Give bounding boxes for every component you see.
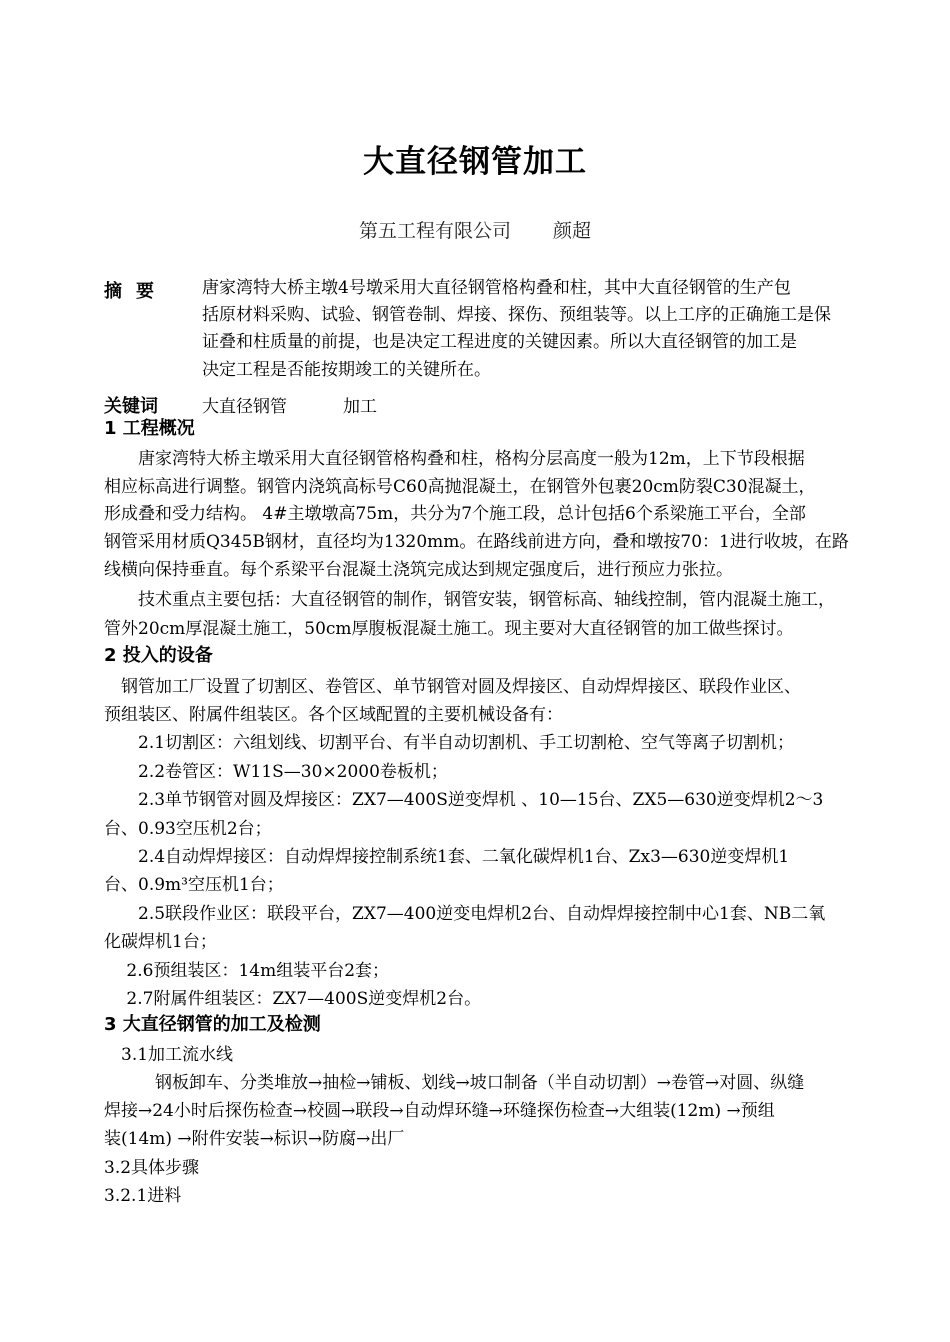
body-line: 预组装区、附属件组装区。各个区域配置的主要机械设备有： [104,705,563,725]
author-name: 颜超 [553,220,592,242]
abstract-line: 唐家湾特大桥主墩4号墩采用大直径钢管格构叠和柱，其中大直径钢管的生产包 [202,278,791,298]
body-line: 2.7附属件组装区：ZX7—400S逆变焊机2台。 [104,989,482,1009]
body-line: 3.2具体步骤 [104,1158,200,1178]
section-heading: 2 投入的设备 [104,645,213,666]
body-line: 2.2卷管区：W11S—30×2000卷板机； [104,762,448,782]
body-line: 化碳焊机1台； [104,932,217,952]
body-line: 管外20cm厚混凝土施工，50cm厚腹板混凝土施工。现主要对大直径钢管的加工做些探讨。 [104,619,794,639]
body-line: 相应标高进行调整。钢管内浇筑高标号C60高抛混凝土，在钢管外包裹20cm防裂C30混凝土， [104,477,816,497]
body-line: 装(14m) →附件安装→标识→防腐→出厂 [104,1129,405,1149]
keywords-label: 关键词 [104,396,158,417]
body-line: 钢管加工厂设置了切割区、卷管区、单节钢管对圆及焊接区、自动焊焊接区、联段作业区、 [104,677,801,697]
abstract-line: 证叠和柱质量的前提，也是决定工程进度的关键因素。所以大直径钢管的加工是 [202,332,797,352]
body-line: 台、0.93空压机2台； [104,819,272,839]
author-line [0,216,950,243]
body-line: 形成叠和受力结构。 4#主墩墩高75m，共分为7个施工段，总计包括6个系梁施工平台，全部 [104,504,806,524]
keyword: 大直径钢管 [202,397,287,417]
body-line: 2.1切割区：六组划线、切割平台、有半自动切割机、手工切割枪、空气等离子切割机； [104,733,795,753]
body-line: 2.4自动焊焊接区：自动焊焊接控制系统1套、二氧化碳焊机1台、Zx3—630逆变焊机1 [104,847,790,867]
company-name: 第五工程有限公司 [358,220,511,242]
body-line: 台、0.9m³空压机1台； [104,875,284,895]
abstract-line: 决定工程是否能按期竣工的关键所在。 [202,360,491,380]
body-line: 钢板卸车、分类堆放→抽检→铺板、划线→坡口制备（半自动切割）→卷管→对圆、纵缝 [104,1073,805,1093]
body-line: 线横向保持垂直。每个系梁平台混凝土浇筑完成达到规定强度后，进行预应力张拉。 [104,560,733,580]
body-line: 焊接→24小时后探伤检查→校圆→联段→自动焊环缝→环缝探伤检查→大组装(12m) →预组 [104,1101,775,1121]
abstract-line: 括原材料采购、试验、钢管卷制、焊接、探伤、预组装等。以上工序的正确施工是保 [202,305,831,325]
body-line: 技术重点主要包括：大直径钢管的制作，钢管安装，钢管标高、轴线控制，管内混凝土施工， [104,590,835,610]
body-line: 3.2.1进料 [104,1186,182,1206]
section-heading: 1 工程概况 [104,418,195,439]
body-line: 2.3单节钢管对圆及焊接区：ZX7—400S逆变焊机 、10—15台、ZX5—630逆变焊机2～3 [104,790,824,810]
section-heading: 3 大直径钢管的加工及检测 [104,1014,321,1035]
document-title: 大直径钢管加工 [363,144,587,180]
body-line: 2.5联段作业区：联段平台，ZX7—400逆变电焊机2台、自动焊焊接控制中心1套、NB二氧 [104,904,826,924]
body-line: 唐家湾特大桥主墩采用大直径钢管格构叠和柱，格构分层高度一般为12m，上下节段根据 [104,449,805,469]
abstract-label: 摘要 [104,281,168,302]
keyword: 加工 [343,397,377,417]
body-line: 钢管采用材质Q345B钢材，直径均为1320mm。在路线前进方向，叠和墩按70：1进行收坡，在路 [104,532,849,552]
body-line: 3.1加工流水线 [104,1045,234,1065]
body-line: 2.6预组装区：14m组装平台2套； [104,961,390,981]
